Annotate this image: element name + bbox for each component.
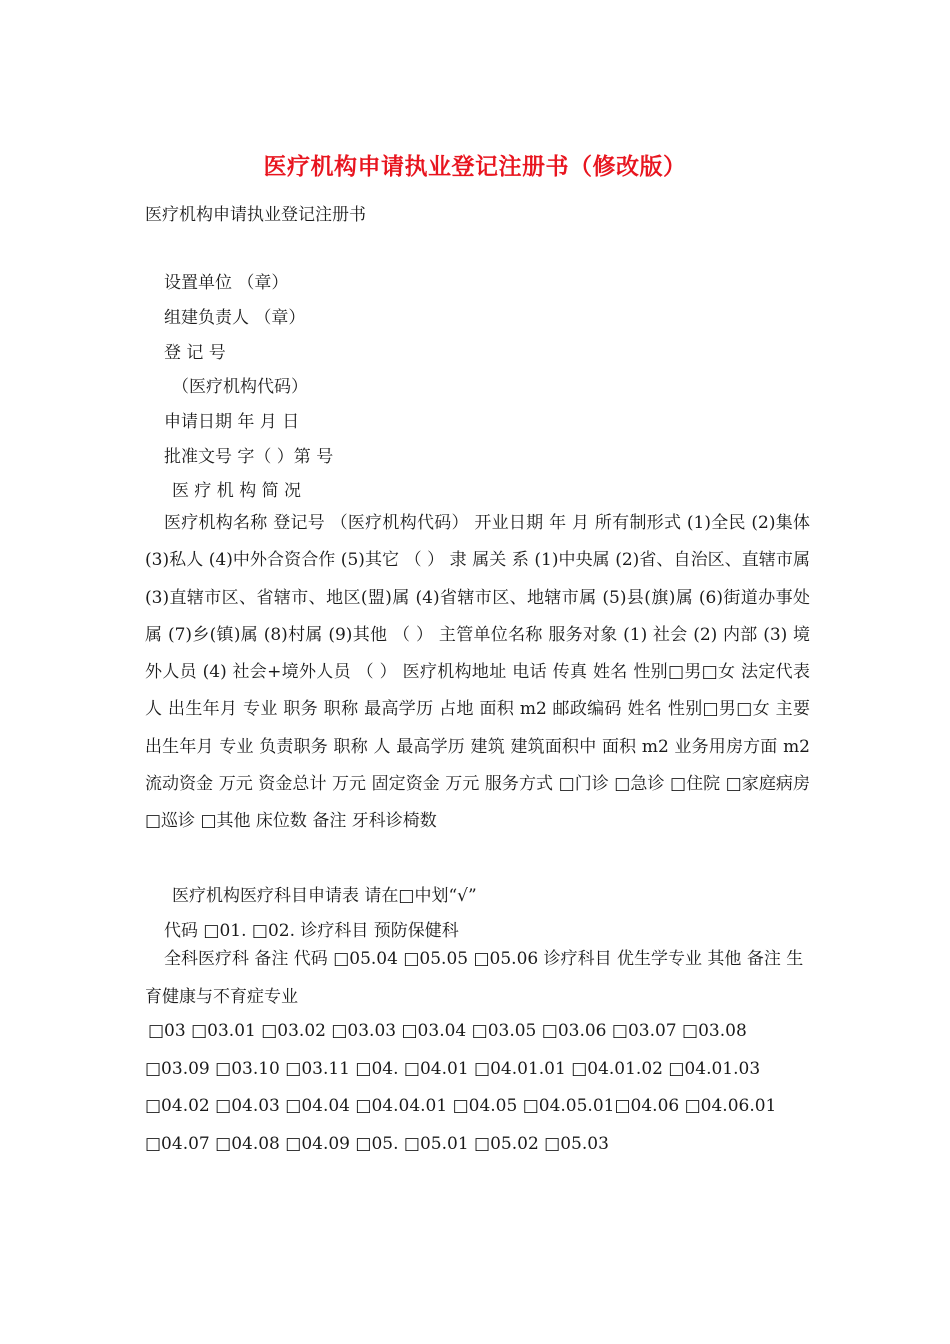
subjects-line-1: 代码 □01. □02. 诊疗科目 预防保健科 (164, 921, 459, 941)
cover-line-setup-unit: 设置单位 （章） (164, 273, 289, 293)
overview-paragraph-text: 医疗机构名称 登记号 （医疗机构代码） 开业日期 年 月 所有制形式 (1)全民 (2)集体 (3)私人 (4)中外合资合作 (5)其它 （ ） 隶 属关 系 (1)中央属 (2)省、自治区、直辖市属 (3)直辖市区、省辖市、地区(盟)属 (4)省辖市区、地辖市属 (5)县(旗)属 (6)街道办事处属 (7)乡(镇)属 (8)村属 (9)其他 （ ） 主管单位名称 服务对象 (1) 社会 (2) 内部 (3) 境外人员 (4) 社会+境外人员 （ ） 医疗机构地址 电话 传真 姓名 性别□男□女 法定代表人 出生年月 专业 职务 职称 最高学历 占地 面积 m2 邮政编码 姓名 性别□男□女 主要出生年月 专业 负责职务 职称 人 最高学历 建筑 建筑面积中 面积 m2 业务用房方面 m2 流动资金 万元 资金总计 万元 固定资金 万元 服务方式 □门诊 □急诊 □住院 □家庭病房 □巡诊 □其他 床位数 备注 牙科诊椅数 (145, 513, 810, 832)
cover-line-application-date: 申请日期 年 月 日 (164, 412, 300, 432)
subjects-paragraph-2-text: 全科医疗科 备注 代码 □05.04 □05.05 □05.06 诊疗科目 优生学专业 其他 备注 生育健康与不育症专业 (145, 949, 804, 1007)
section-heading-overview: 医 疗 机 构 简 况 (172, 481, 302, 501)
subjects-table-title: 医疗机构医疗科目申请表 请在□中划“√” (172, 886, 477, 906)
overview-paragraph (145, 505, 810, 841)
document-title: 医疗机构申请执业登记注册书（修改版） (263, 154, 687, 180)
subjects-paragraph-2 (145, 941, 810, 1016)
cover-line-registration-number: 登 记 号 (164, 343, 226, 363)
document-subtitle: 医疗机构申请执业登记注册书 (145, 205, 366, 225)
cover-line-institution-code: （医疗机构代码） (172, 377, 308, 397)
subjects-codes (145, 1013, 810, 1163)
cover-line-organizer: 组建负责人 （章） (164, 308, 306, 328)
cover-line-approval-number: 批准文号 字（ ）第 号 (164, 447, 334, 467)
subjects-codes-text: □03 □03.01 □03.02 □03.03 □03.04 □03.05 □03.06 □03.07 □03.08 □03.09 □03.10 □03.11 □04. □04.01 □04.01.01 □04.01.02 □04.01.03 □04.02 □04.03 □04.04 □04.04.01 □04.05 □04.05.01□04.06 □04.06.01 □04.07 □04.08 □04.09 □05. □05.01 □05.02 □05.03 (145, 1021, 777, 1154)
